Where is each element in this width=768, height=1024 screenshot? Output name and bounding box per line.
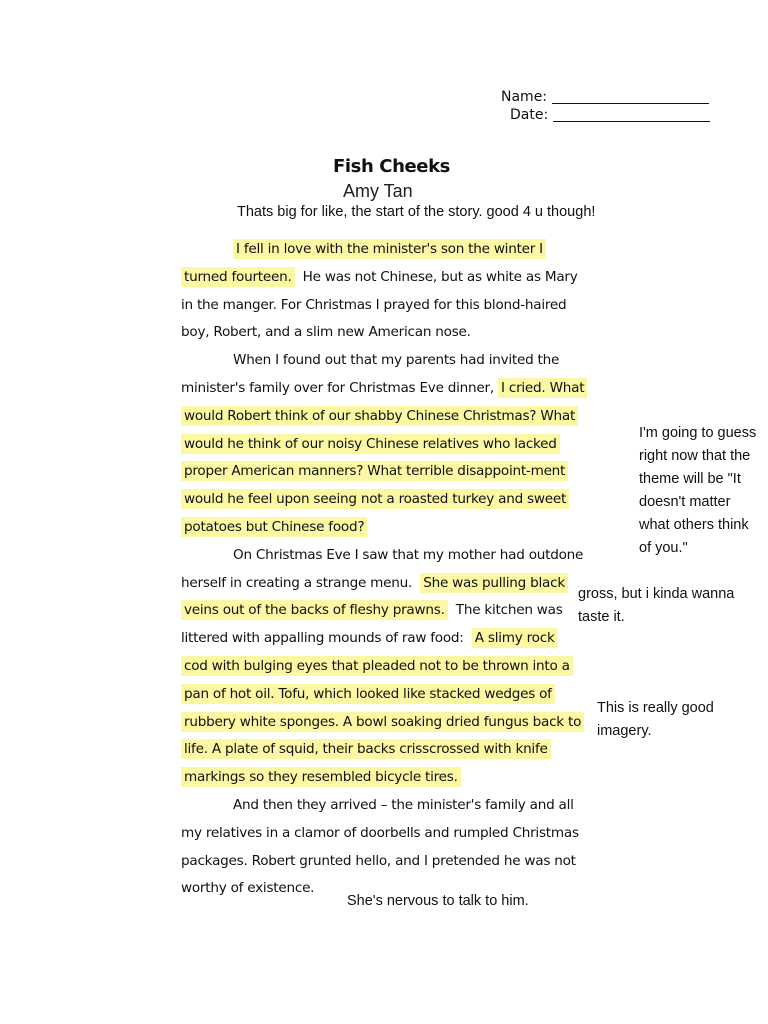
story-line <box>181 653 591 681</box>
comment-line: imagery. <box>597 723 652 739</box>
story-line <box>181 736 591 764</box>
highlighted-text: markings so they resembled bicycle tires. <box>181 767 461 787</box>
comment-line: of you." <box>639 540 688 556</box>
story-line <box>181 625 591 653</box>
story-line: On Christmas Eve I saw that my mother had outdone <box>233 546 584 563</box>
comment-line: what others think <box>639 517 749 533</box>
highlighted-text: rubbery white sponges. A bowl soaking dried fungus back to <box>181 712 584 732</box>
date-field <box>510 106 710 124</box>
comment-imagery <box>597 697 714 743</box>
story-line: worthy of existence. <box>181 880 315 897</box>
comment-line: This is really good <box>597 700 714 716</box>
highlighted-text: cod with bulging eyes that pleaded not to be thrown into a <box>181 656 573 676</box>
story-line <box>181 458 591 486</box>
story-line <box>181 570 591 598</box>
highlighted-text: I fell in love with the minister's son the winter I <box>233 239 546 259</box>
highlighted-text: would he feel upon seeing not a roasted turkey and sweet <box>181 489 569 509</box>
highlighted-text: potatoes but Chinese food? <box>181 517 367 537</box>
story-line <box>181 597 591 625</box>
comment-line: taste it. <box>578 609 625 625</box>
story-line <box>181 514 591 542</box>
story-line: And then they arrived – the minister's family and all <box>233 796 574 813</box>
story-line <box>181 431 591 459</box>
plain-text: minister's family over for Christmas Eve dinner, <box>181 379 499 396</box>
story-line: boy, Robert, and a slim new American nose. <box>181 324 471 341</box>
comment-line: theme will be "It <box>639 471 741 487</box>
story-line <box>181 403 591 431</box>
highlighted-text: A slimy rock <box>472 628 558 648</box>
plain-text: herself in creating a strange menu. <box>181 574 421 591</box>
highlighted-text: proper American manners? What terrible disappoint-ment <box>181 461 568 481</box>
name-label: Name: <box>501 89 548 105</box>
name-blank-line <box>552 89 709 104</box>
plain-text: littered with appalling mounds of raw food: <box>181 630 472 647</box>
story-line <box>181 709 591 737</box>
story-line <box>181 264 591 292</box>
comment-gross <box>578 583 734 629</box>
name-field <box>501 88 709 106</box>
comment-line: doesn't matter <box>639 494 731 510</box>
date-label: Date: <box>510 107 549 123</box>
comment-top: Thats big for like, the start of the story. good 4 u though! <box>237 204 596 220</box>
comment-line: gross, but i kinda wanna <box>578 586 735 602</box>
story-line <box>181 486 591 514</box>
story-line: packages. Robert grunted hello, and I pretended he was not <box>181 852 576 869</box>
highlighted-text: I cried. What <box>498 378 587 398</box>
highlighted-text: She was pulling black <box>420 573 568 593</box>
highlighted-text: would he think of our noisy Chinese relatives who lacked <box>181 434 560 454</box>
story-line <box>181 764 591 792</box>
story-line <box>181 236 591 264</box>
story-title: Fish Cheeks <box>333 156 450 177</box>
highlighted-text: life. A plate of squid, their backs crisscrossed with knife <box>181 739 551 759</box>
date-blank-line <box>553 107 710 122</box>
comment-theme <box>639 422 756 560</box>
story-line: my relatives in a clamor of doorbells and rumpled Christmas <box>181 824 579 841</box>
story-line <box>181 681 591 709</box>
comment-nervous: She's nervous to talk to him. <box>347 893 529 909</box>
plain-text: He was not Chinese, but as white as Mary <box>294 268 578 285</box>
comment-line: right now that the <box>639 448 751 464</box>
story-line: in the manger. For Christmas I prayed for this blond-haired <box>181 296 567 313</box>
story-author: Amy Tan <box>343 181 413 201</box>
story-line <box>181 375 591 403</box>
comment-line: I'm going to guess <box>639 425 757 441</box>
highlighted-text: would Robert think of our shabby Chinese Christmas? What <box>181 406 578 426</box>
highlighted-text: pan of hot oil. Tofu, which looked like stacked wedges of <box>181 684 555 704</box>
plain-text: The kitchen was <box>447 602 563 619</box>
highlighted-text: turned fourteen. <box>181 267 295 287</box>
story-body <box>181 236 591 903</box>
story-line: When I found out that my parents had invited the <box>233 352 560 369</box>
highlighted-text: veins out of the backs of fleshy prawns. <box>181 600 448 620</box>
